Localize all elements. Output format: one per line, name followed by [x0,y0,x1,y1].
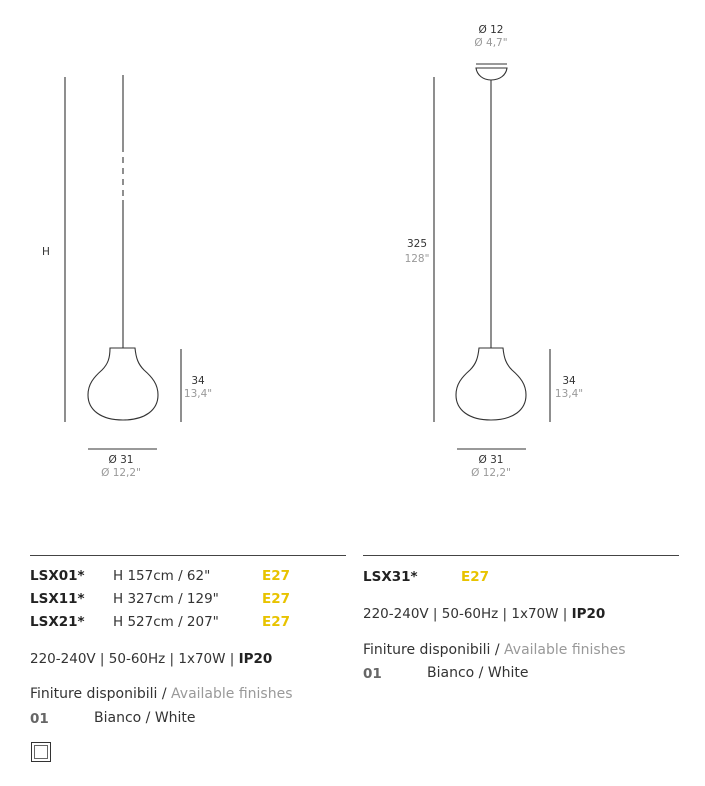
right-model-socket: E27 [461,569,490,585]
electrical-text: 220-240V | 50-60Hz | 1x70W | [363,606,572,622]
model-height: H 327cm / 129" [113,591,219,607]
right-spec-divider [363,555,679,556]
finishes-it: Finiture disponibili / [30,686,172,702]
left-finish-code: 01 [30,711,49,727]
left-finish-name: Bianco / White [94,710,196,726]
finish-swatch-white [31,742,51,762]
ip-rating: IP20 [238,651,273,667]
model-code: LSX21* [30,614,85,630]
left-diameter-in: Ø 12,2" [101,467,141,479]
model-code: LSX01* [30,568,85,584]
right-diameter-in: Ø 12,2" [471,467,511,479]
right-finish-code: 01 [363,666,382,682]
model-height: H 157cm / 62" [113,568,211,584]
right-shade-height-in: 13,4" [554,388,584,400]
model-socket: E27 [262,591,291,607]
right-model-code: LSX31* [363,569,418,585]
right-finish-name: Bianco / White [427,665,529,681]
left-lamp-drawing [65,75,181,449]
model-height: H 527cm / 207" [113,614,219,630]
left-spec-divider [30,555,346,556]
electrical-text: 220-240V | 50-60Hz | 1x70W | [30,651,239,667]
finishes-en: Available finishes [171,686,293,702]
right-canopy [476,68,507,80]
right-canopy-diameter-in: Ø 4,7" [474,37,508,49]
right-lamp-shade [456,348,526,420]
left-height-label: H [42,246,50,258]
finishes-it: Finiture disponibili / [363,642,505,658]
model-socket: E27 [262,614,291,630]
right-shade-height-cm: 34 [562,375,576,387]
model-socket: E27 [262,568,291,584]
model-code: LSX11* [30,591,85,607]
left-shade-height-in: 13,4" [183,388,213,400]
right-electrical-spec [363,606,605,622]
right-diameter-cm: Ø 31 [478,454,504,466]
left-finishes-heading [30,686,293,702]
right-lamp-drawing [434,64,550,449]
right-total-height-cm: 325 [406,238,428,250]
left-shade-height-cm: 34 [191,375,205,387]
ip-rating: IP20 [571,606,606,622]
left-lamp-shade [88,348,158,420]
right-finishes-heading [363,642,626,658]
left-electrical-spec [30,651,272,667]
finishes-en: Available finishes [504,642,626,658]
right-canopy-diameter-cm: Ø 12 [478,24,504,36]
left-diameter-cm: Ø 31 [108,454,134,466]
right-total-height-in: 128" [404,253,430,265]
